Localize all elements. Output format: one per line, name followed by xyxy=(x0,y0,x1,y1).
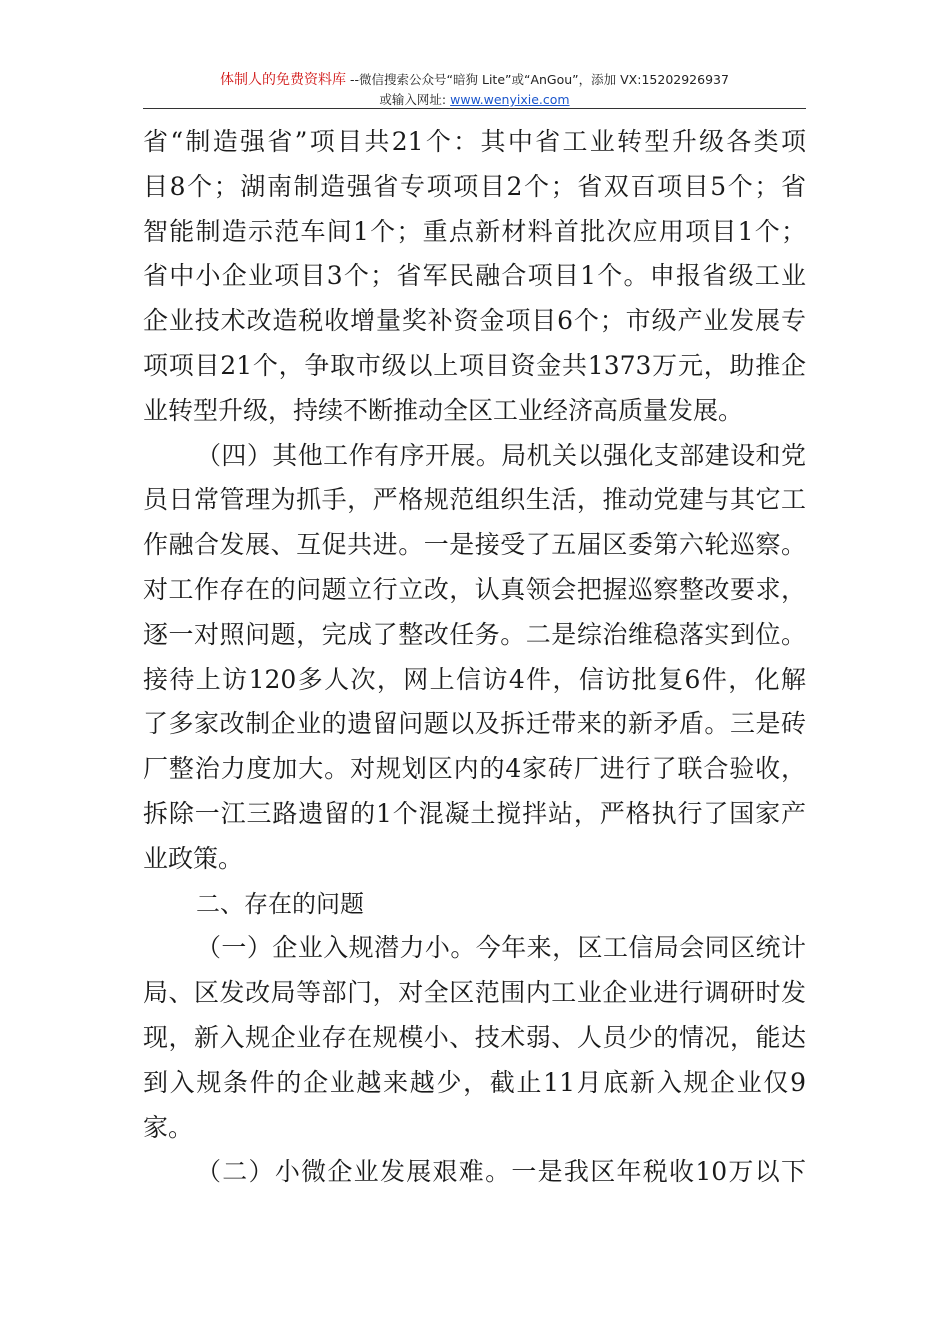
text-line: 对工作存在的问题立行立改，认真领会把握巡察整改要求， xyxy=(143,574,806,604)
header-info: --微信搜索公众号“暗狗 Lite”或“AnGou”，添加 VX:15202926937 xyxy=(346,72,729,87)
section-heading: 二、存在的问题 xyxy=(196,889,364,918)
header-url-link[interactable]: www.wenyixie.com xyxy=(450,92,570,107)
header-url-label: 或输入网址: xyxy=(379,92,447,107)
text-line: 企业技术改造税收增量奖补资金项目6个；市级产业发展专 xyxy=(143,306,806,336)
header-brand: 体制人的免费资料库 xyxy=(220,72,347,88)
text-line: 目8个；湖南制造强省专项项目2个；省双百项目5个；省 xyxy=(143,171,806,201)
document-body xyxy=(143,120,806,1195)
text-line: 省中小企业项目3个；省军民融合项目1个。申报省级工业 xyxy=(143,261,806,291)
text-line: 省“制造强省”项目共21个：其中省工业转型升级各类项 xyxy=(143,127,806,156)
text-line: 现，新入规企业存在规模小、技术弱、人员少的情况，能达 xyxy=(143,1022,806,1052)
text-line: 拆除一江三路遗留的1个混凝土搅拌站，严格执行了国家产 xyxy=(143,798,806,828)
text-line: （四）其他工作有序开展。局机关以强化支部建设和党 xyxy=(196,440,806,470)
header-line-2 xyxy=(143,90,806,108)
text-line: 了多家改制企业的遗留问题以及拆迁带来的新矛盾。三是砖 xyxy=(143,709,806,739)
text-line: 业转型升级，持续不断推动全区工业经济高质量发展。 xyxy=(143,395,744,425)
text-line: （二）小微企业发展艰难。一是我区年税收10万以下 xyxy=(196,1157,806,1187)
text-line: （一）企业入规潜力小。今年来，区工信局会同区统计 xyxy=(196,933,806,963)
text-line: 智能制造示范车间1个；重点新材料首批次应用项目1个； xyxy=(143,216,806,246)
text-line: 逐一对照问题，完成了整改任务。二是综治维稳落实到位。 xyxy=(143,619,806,649)
page-header xyxy=(143,66,806,109)
text-line: 项项目21个，争取市级以上项目资金共1373万元，助推企 xyxy=(143,350,806,380)
text-line: 局、区发改局等部门，对全区范围内工业企业进行调研时发 xyxy=(143,978,806,1008)
text-line: 到入规条件的企业越来越少，截止11月底新入规企业仅9 xyxy=(143,1067,806,1097)
text-line: 业政策。 xyxy=(143,843,244,873)
text-line: 接待上访120多人次，网上信访4件，信访批复6件，化解 xyxy=(143,664,806,694)
text-line: 厂整治力度加大。对规划区内的4家砖厂进行了联合验收， xyxy=(143,754,806,784)
text-line: 员日常管理为抓手，严格规范组织生活，推动党建与其它工 xyxy=(143,485,806,515)
text-line: 作融合发展、互促共进。一是接受了五届区委第六轮巡察。 xyxy=(143,530,806,560)
header-line-1 xyxy=(143,69,806,89)
text-line: 家。 xyxy=(143,1112,194,1142)
